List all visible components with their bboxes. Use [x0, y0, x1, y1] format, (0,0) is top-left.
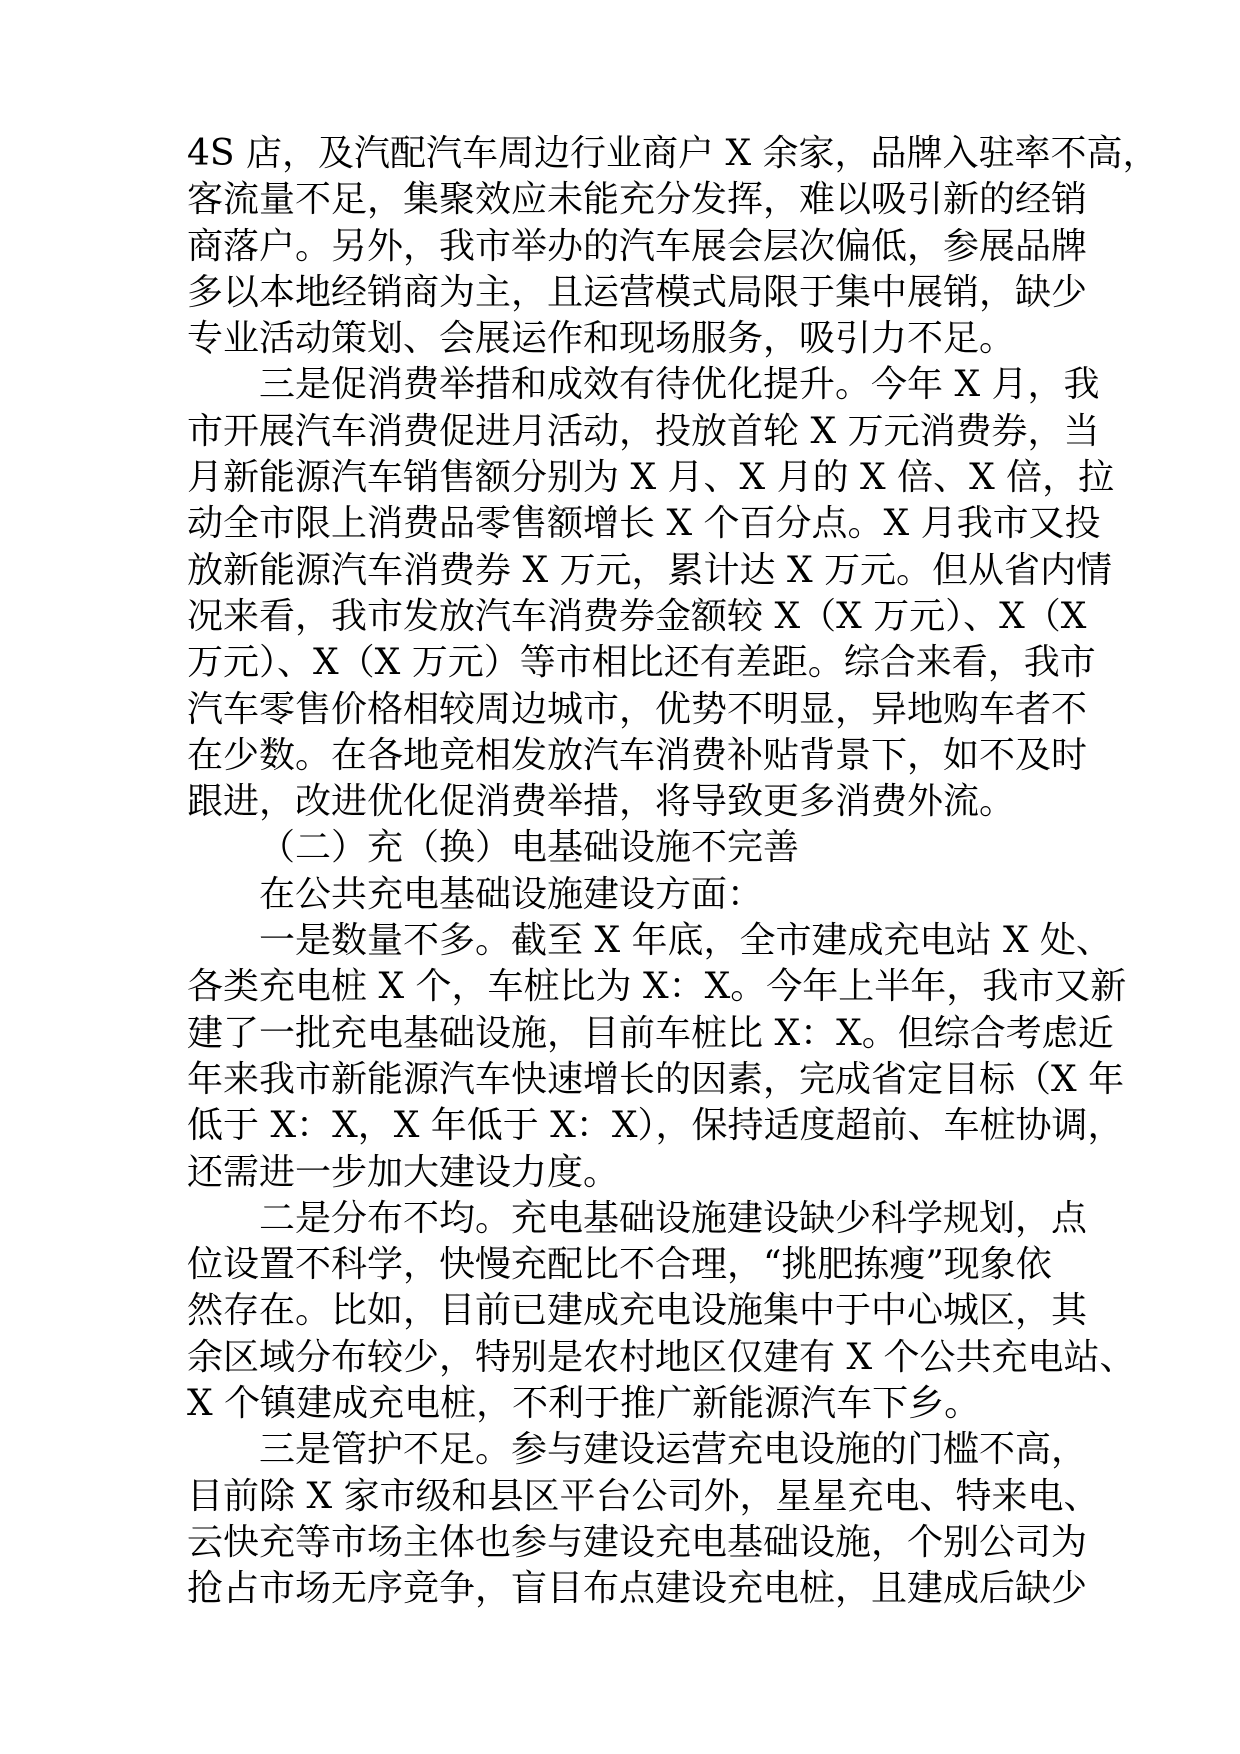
text-line: 放新能源汽车消费券 X 万元，累计达 X 万元。但从省内情	[187, 549, 1113, 591]
text-line: X 个镇建成充电桩，不利于推广新能源汽车下乡。	[187, 1383, 981, 1425]
text-line: 然存在。比如，目前已建成充电设施集中于中心城区，其	[187, 1290, 1088, 1332]
text-line: 况来看，我市发放汽车消费券金额较 X（X 万元）、X（X	[187, 595, 1087, 637]
text-line: 云快充等市场主体也参与建设充电基础设施，个别公司为	[187, 1521, 1088, 1563]
text-line: 余区域分布较少，特别是农村地区仅建有 X 个公共充电站、	[187, 1336, 1136, 1378]
text-line: 还需进一步加大建设力度。	[187, 1151, 620, 1193]
text-line: 跟进，改进优化促消费举措，将导致更多消费外流。	[187, 781, 1016, 823]
document-page	[187, 131, 1159, 1613]
text-line: 商落户。另外，我市举办的汽车展会层次偏低，参展品牌	[187, 225, 1088, 267]
text-line: 低于 X：X，X 年低于 X：X），保持适度超前、车桩协调，	[187, 1105, 1124, 1147]
text-line: 多以本地经销商为主，且运营模式局限于集中展销，缺少	[187, 271, 1088, 313]
text-line: （二）充（换）电基础设施不完善	[259, 827, 800, 869]
text-line: 汽车零售价格相较周边城市，优势不明显，异地购车者不	[187, 688, 1088, 730]
text-line: 动全市限上消费品零售额增长 X 个百分点。X 月我市又投	[187, 503, 1101, 545]
text-line: 二是分布不均。充电基础设施建设缺少科学规划，点	[259, 1197, 1088, 1239]
text-line: 客流量不足，集聚效应未能充分发挥，难以吸引新的经销	[187, 179, 1088, 221]
text-line: 4S 店，及汽配汽车周边行业商户 X 余家，品牌入驻率不高，	[187, 133, 1159, 174]
text-line: 位设置不科学，快慢充配比不合理，“挑肥拣瘦”现象依	[187, 1244, 1052, 1286]
text-line: 目前除 X 家市级和县区平台公司外，星星充电、特来电、	[187, 1475, 1100, 1517]
text-line: 在公共充电基础设施建设方面：	[259, 873, 764, 915]
text-line: 专业活动策划、会展运作和现场服务，吸引力不足。	[187, 318, 1016, 360]
text-line: 建了一批充电基础设施，目前车桩比 X：X。但综合考虑近	[187, 1012, 1114, 1054]
text-line: 三是促消费举措和成效有待优化提升。今年 X 月，我	[259, 364, 1100, 406]
text-line: 市开展汽车消费促进月活动，投放首轮 X 万元消费券，当	[187, 410, 1100, 452]
text-line: 各类充电桩 X 个，车桩比为 X：X。今年上半年，我市又新	[187, 966, 1127, 1008]
text-line: 三是管护不足。参与建设运营充电设施的门槛不高，	[259, 1429, 1088, 1471]
text-line: 万元）、X（X 万元）等市相比还有差距。综合来看，我市	[187, 642, 1096, 684]
text-line: 一是数量不多。截至 X 年底，全市建成充电站 X 处、	[259, 920, 1113, 962]
text-line: 月新能源汽车销售额分别为 X 月、X 月的 X 倍、X 倍，拉	[187, 457, 1115, 499]
text-line: 在少数。在各地竞相发放汽车消费补贴背景下，如不及时	[187, 734, 1088, 776]
text-line: 年来我市新能源汽车快速增长的因素，完成省定目标（X 年	[187, 1058, 1125, 1100]
text-line: 抢占市场无序竞争，盲目布点建设充电桩，且建成后缺少	[187, 1568, 1088, 1610]
